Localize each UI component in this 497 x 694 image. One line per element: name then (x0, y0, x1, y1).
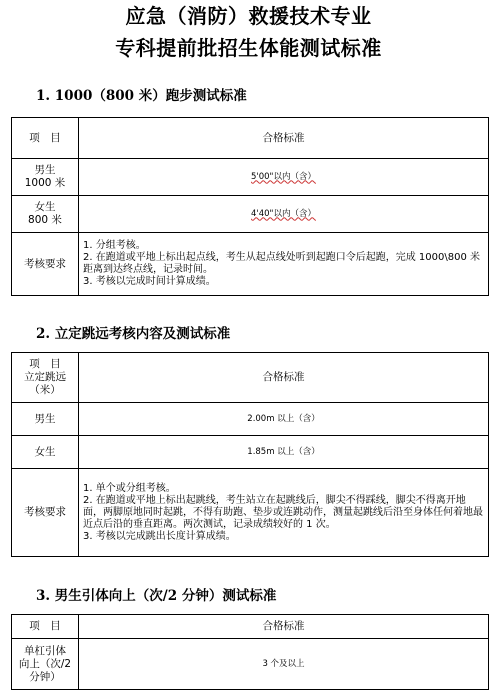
table-header-row (12, 353, 489, 403)
item-header: 项 目 (12, 615, 79, 639)
standard-header: 合格标准 (79, 615, 489, 639)
requirement-line: 3. 考核以完成跳出长度计算成绩。 (83, 530, 236, 542)
item-cell: 男生 (12, 403, 79, 436)
standard-header: 合格标准 (79, 353, 489, 403)
item-header: 项 目 (12, 118, 79, 159)
table-row (12, 639, 489, 690)
requirement-line: 2. 在跑道或平地上标出起跳线，考生站立在起跳线后，脚尖不得踩线，脚尖不得离开地面，两脚原地同时起跳，不得有助跑、垫步或连跳动作，测量起跳线后沿至身体任何着地最近点后沿的垂直距离。两次测试，记录成绩较好的 1 次。 (83, 494, 483, 530)
section-3-heading: 3. 男生引体向上（次/2 分钟）测试标准 (36, 588, 277, 604)
item-cell: 单杠引体 向上（次/2 分钟） (12, 639, 79, 690)
table-header-row (12, 118, 489, 159)
section-2-heading: 2. 立定跳远考核内容及测试标准 (36, 326, 231, 342)
requirement-line: 1. 分组考核。 (83, 240, 146, 251)
item-cell: 女生 (12, 436, 79, 469)
standard-header: 合格标准 (79, 118, 489, 159)
requirement-line: 3. 考核以完成时间计算成绩。 (83, 276, 216, 287)
requirements-label: 考核要求 (12, 469, 79, 557)
standard-cell: 1.85m 以上（含） (79, 436, 489, 469)
requirement-line: 1. 单个或分组考核。 (83, 482, 176, 494)
standard-cell: 3 个及以上 (79, 639, 489, 690)
table-row (12, 196, 489, 233)
requirements-text (79, 233, 489, 296)
standard-cell (79, 159, 489, 196)
requirements-label: 考核要求 (12, 233, 79, 296)
running-standards-table (11, 117, 489, 296)
table-header-row (12, 615, 489, 639)
requirements-row (12, 469, 489, 557)
item-header: 项 目 立定跳远 （米） (12, 353, 79, 403)
item-cell: 男生 1000 米 (12, 159, 79, 196)
page-title-line-2: 专科提前批招生体能测试标准 (115, 36, 382, 60)
table-row (12, 403, 489, 436)
table-row (12, 436, 489, 469)
requirements-text (79, 469, 489, 557)
section-1-heading: 1. 1000（800 米）跑步测试标准 (36, 88, 247, 104)
standard-value: 4'40"以内（含） (251, 208, 316, 219)
table-row (12, 159, 489, 196)
requirements-row (12, 233, 489, 296)
standard-value: 5'00"以内（含） (251, 171, 316, 182)
item-cell: 女生 800 米 (12, 196, 79, 233)
page-title-line-1: 应急（消防）救援技术专业 (125, 4, 372, 28)
pull-up-standards-table (11, 614, 489, 690)
standard-cell (79, 196, 489, 233)
standard-cell: 2.00m 以上（含） (79, 403, 489, 436)
long-jump-standards-table (11, 352, 489, 557)
requirement-line: 2. 在跑道或平地上标出起点线，考生从起点线处听到起跑口令后起跑，完成 1000\800 米距离到达终点线，记录时间。 (83, 252, 480, 275)
